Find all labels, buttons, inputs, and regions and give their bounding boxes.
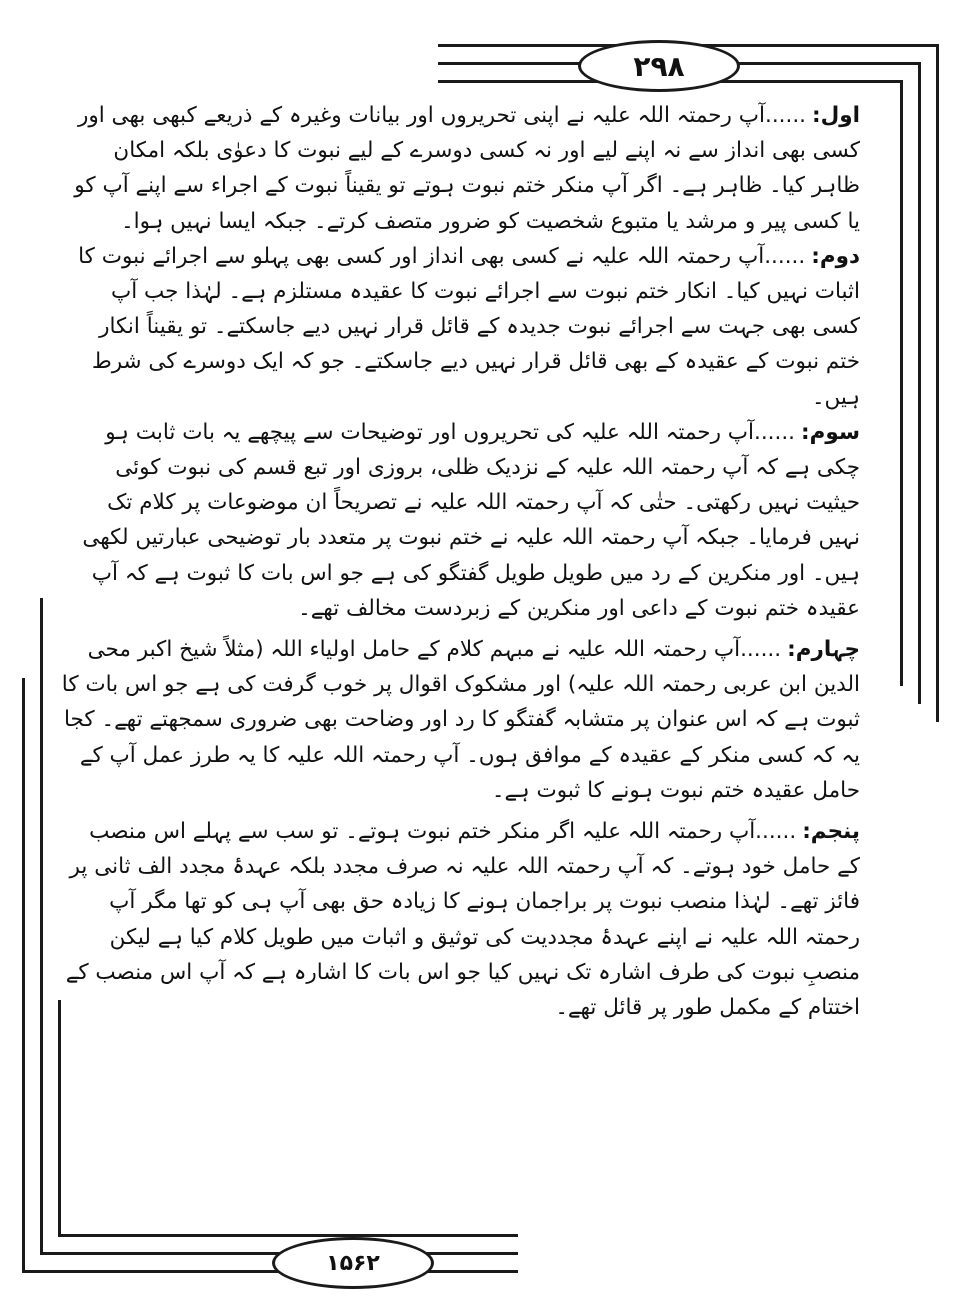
- frame-left-line-inner: [40, 598, 43, 1254]
- frame-right-line-inner: [918, 62, 921, 704]
- article-body: [60, 98, 860, 1025]
- section-fifth: [60, 814, 860, 1025]
- frame-bottom-line-outer: [22, 1270, 518, 1273]
- page-number-top: ۲۹۸: [578, 40, 740, 92]
- frame-left-line-inner2: [58, 1000, 61, 1236]
- section-label: اول:: [812, 103, 860, 128]
- frame-right-line-outer: [936, 44, 939, 722]
- section-label: چہارم:: [787, 637, 860, 663]
- section-text: ......آپ رحمتہ اللہ علیہ نے مبہم کلام کے حامل اولیاء اللہ (مثلاً شیخ اکبر محی الدین ابن عربی رحمتہ اللہ علیہ) اور مشکوک اقوال پر خوب گرفت کی ہے جو اس بات کا ثبوت ہے کہ اس عنوان پر متشابہ گفتگو کا رد اور وضاحت بھی ضروری سمجھتے تھے۔ کجا یہ کہ کسی منکر کے عقیدہ کے موافق ہوں۔ آپ رحمتہ اللہ علیہ کا یہ طرز عمل آپ کے حامل عقیدہ ختم نبوت ہونے کا ثبوت ہے۔: [61, 637, 860, 803]
- section-text: ......آپ رحمتہ اللہ علیہ کی تحریروں اور توضیحات سے پیچھے یہ بات ثابت ہو چکی ہے کہ آپ رحمتہ اللہ علیہ کے نزدیک ظلی، بروزی اور تبع قسم کی نبوت کوئی حیثیت نہیں رکھتی۔ حتٰی کہ آپ رحمتہ اللہ علیہ نے تصریحاً ان موضوعات پر کلام تک نہیں فرمایا۔ جبکہ آپ رحمتہ اللہ علیہ نے ختم نبوت پر متعدد بار توضیحی عبارتیں لکھی ہیں۔ اور منکرین کے رد میں طویل طویل گفتگو کی ہے جو اس بات کا ثبوت ہے کہ آپ عقیدہ ختم نبوت کے داعی اور منکرین کے زبردست مخالف تھے۔: [82, 419, 860, 621]
- section-label: پنجم:: [802, 819, 860, 845]
- section-text: ......آپ رحمتہ اللہ علیہ نے کسی بھی انداز اور کسی بھی پہلو سے اجرائے نبوت کا اثبات نہیں کیا۔ انکار ختم نبوت سے اجرائے نبوت کا عقیدہ مستلزم ہے۔ لہٰذا جب آپ کسی بھی جہت سے اجرائے نبوت جدیدہ کے قائل قرار نہیں دیے جاسکتے۔ تو یقیناً انکار ختم نبوت کے عقیدہ کے بھی قائل قرار نہیں دیے جاسکتے۔ جو کہ ایک دوسرے کی شرط ہیں۔: [78, 243, 860, 410]
- section-text: ......آپ رحمتہ اللہ علیہ اگر منکر ختم نبوت ہوتے۔ تو سب سے پہلے اس منصب کے حامل خود ہوتے۔ کہ آپ رحمتہ اللہ علیہ نہ صرف مجدد بلکہ عہدۂ مجدد الف ثانی پر فائز تھے۔ لہٰذا منصب نبوت پر براجمان ہونے کا زیادہ حق بھی آپ ہی کو تھا مگر آپ رحمتہ اللہ علیہ نے اپنے عہدۂ مجددیت کی توثیق و اثبات میں طویل کلام کیا ہے لیکن منصبِ نبوت کی طرف اشارہ تک نہیں کیا جو اس بات کا اشارہ ہے کہ آپ اس منصب کے اختتام کے مکمل طور پر قائل تھے۔: [65, 819, 860, 1021]
- frame-right-line-inner2: [900, 80, 903, 686]
- frame-bottom-line-inner2: [58, 1234, 518, 1237]
- section-label: دوم:: [811, 243, 860, 269]
- page-number-bottom: ۱۵۶۲: [272, 1237, 434, 1289]
- section-first: [60, 98, 860, 239]
- section-fourth: [60, 632, 860, 808]
- section-third: [60, 415, 860, 626]
- section-second: [60, 239, 860, 415]
- section-label: سوم:: [801, 419, 860, 445]
- frame-left-line-outer: [22, 678, 25, 1272]
- section-text: ......آپ رحمتہ اللہ علیہ نے اپنی تحریروں اور بیانات وغیرہ کے ذریعے کبھی بھی اور کسی بھی انداز سے نہ اپنے لیے اور نہ کسی دوسرے کے لیے نبوت کا دعوٰی بلکہ امکان ظاہر کیا۔ ظاہر ہے۔ اگر آپ منکر ختم نبوت ہوتے تو یقیناً نبوت کے اجراء سے اپنے آپ کو یا کسی پیر و مرشد یا متبوع شخصیت کو ضرور متصف کرتے۔ جبکہ ایسا نہیں ہوا۔: [74, 103, 860, 234]
